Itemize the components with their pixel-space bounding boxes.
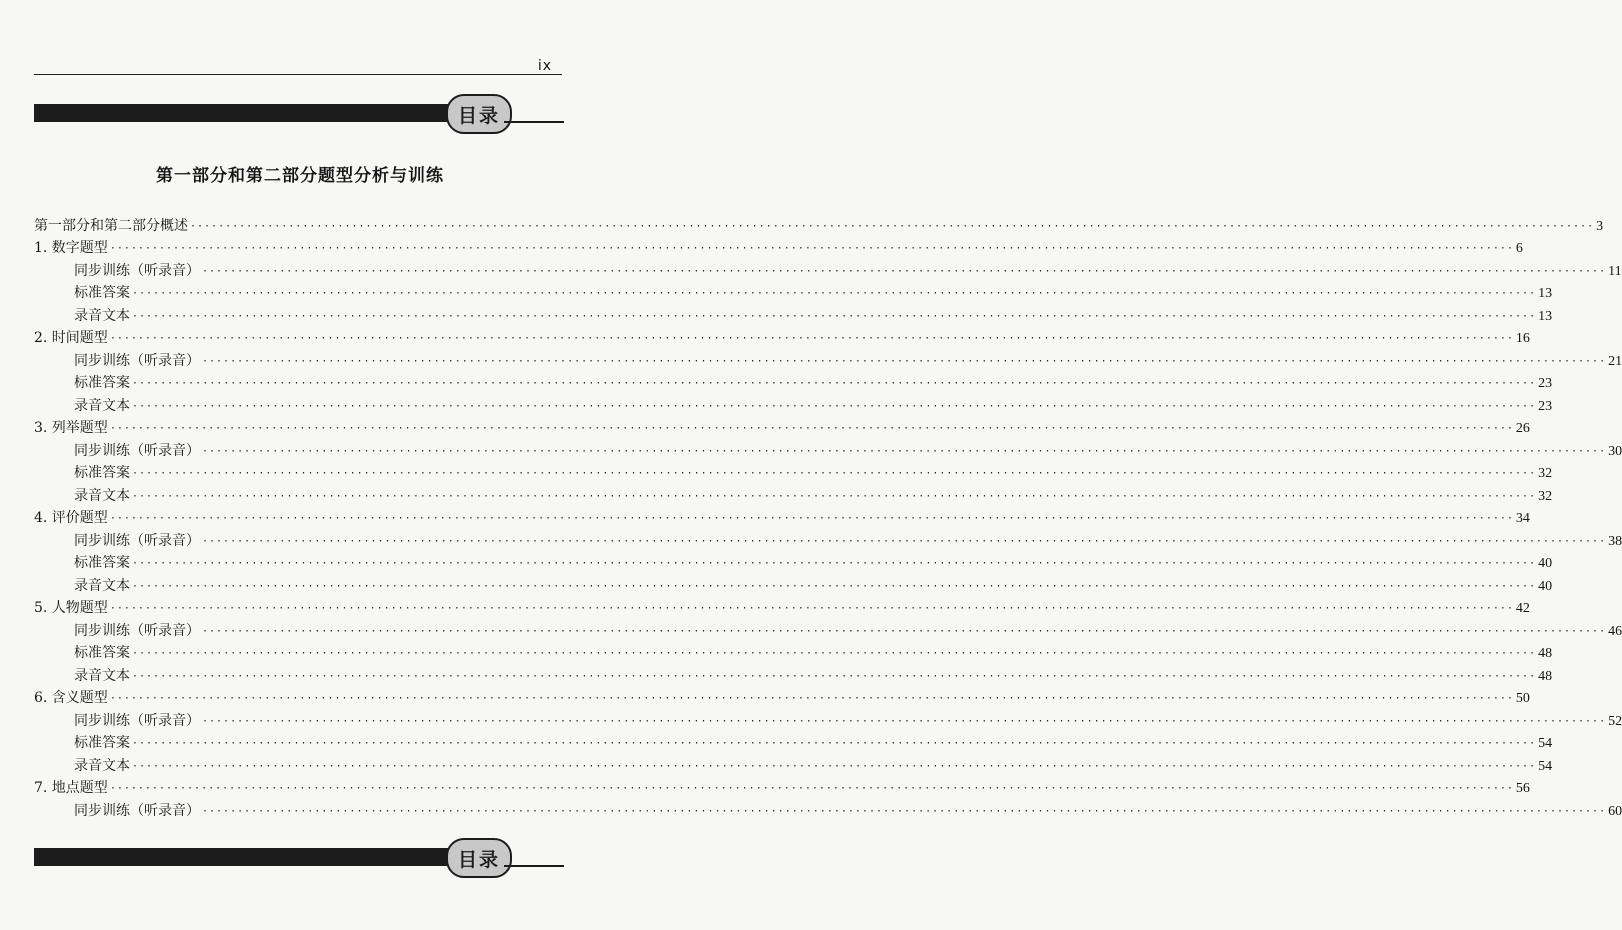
toc-entry[interactable] [34,437,1622,460]
toc-entry-label: 标准答案 [74,645,130,661]
toc-leader-dots: ········································································································································································································ [132,558,1537,569]
toc-entry-label: 标准答案 [74,555,130,571]
toc-leader-dots: ········································································································································································································ [132,400,1537,412]
toc-entry[interactable] [34,775,1530,798]
toc-entry-page: 50 [1515,691,1530,706]
toc-leader-dots: ········································································································································································································ [132,648,1537,659]
toc-entry-page: 54 [1538,736,1553,751]
toc-entry[interactable] [34,235,1523,258]
toc-leader-dots: ········································································································································································································ [202,355,1607,367]
banner-rule [504,121,564,123]
toc-entry[interactable] [34,460,1553,483]
toc-leader-dots: ········································································································································································································ [132,738,1537,749]
toc-entry-page: 23 [1538,398,1553,414]
toc-entry-page: 40 [1538,556,1553,571]
toc-entry[interactable] [34,370,1553,393]
toc-entry-page: 23 [1538,376,1553,391]
toc-entry-page: 3 [1596,218,1604,234]
toc-entry-label: 第一部分和第二部分概述 [34,217,188,234]
toc-entry-page: 30 [1608,443,1622,459]
toc-entry-label: 3. 列举题型 [34,420,108,436]
toc-entry-page: 6 [1515,241,1523,256]
toc-list [34,212,1622,820]
toc-entry-page: 11 [1608,263,1622,279]
section-title: 第一部分和第二部分题型分析与训练 [156,166,444,186]
toc-entry-label: 6. 含义题型 [34,690,108,706]
toc-entry-page: 16 [1515,331,1530,346]
toc-leader-dots: ········································································································································································································ [109,333,1514,344]
toc-entry-label: 同步训练（听录音） [74,622,200,639]
toc-entry[interactable] [34,415,1530,438]
toc-entry-page: 54 [1538,758,1553,774]
toc-entry-page: 13 [1538,286,1553,301]
toc-entry-page: 13 [1538,308,1553,324]
toc-leader-dots: ········································································································································································································ [109,603,1514,614]
toc-entry[interactable] [34,257,1622,280]
toc-entry[interactable] [34,550,1553,573]
toc-leader-dots: ········································································································································································································ [202,715,1607,727]
toc-banner-bottom [34,838,564,876]
toc-entry-label: 同步训练（听录音） [74,262,200,279]
toc-entry-label: 录音文本 [74,397,130,414]
toc-entry-label: 标准答案 [74,375,130,391]
toc-entry[interactable] [34,797,1622,820]
toc-leader-dots: ········································································································································································································ [109,243,1514,254]
toc-leader-dots: ········································································································································································································ [190,220,1595,232]
toc-entry-label: 1. 数字题型 [34,240,108,256]
toc-leader-dots: ········································································································································································································ [202,535,1607,547]
toc-entry[interactable] [34,617,1622,640]
toc-entry-label: 标准答案 [74,285,130,301]
toc-entry[interactable] [34,325,1530,348]
toc-entry[interactable] [34,730,1553,753]
toc-entry[interactable] [34,302,1553,325]
toc-entry-label: 同步训练（听录音） [74,352,200,369]
toc-entry-page: 32 [1538,488,1553,504]
toc-entry-label: 标准答案 [74,465,130,481]
toc-entry-label: 同步训练（听录音） [74,532,200,549]
toc-entry[interactable] [34,752,1553,775]
toc-entry-page: 52 [1608,713,1622,729]
toc-entry[interactable] [34,707,1622,730]
banner-bar [34,848,499,866]
toc-entry-page: 60 [1608,803,1622,819]
toc-entry-page: 48 [1538,668,1553,684]
toc-entry-label: 同步训练（听录音） [74,442,200,459]
toc-leader-dots: ········································································································································································································ [132,288,1537,299]
toc-entry-label: 录音文本 [74,307,130,324]
toc-leader-dots: ········································································································································································································ [132,490,1537,502]
toc-leader-dots: ········································································································································································································ [132,468,1537,479]
toc-leader-dots: ········································································································································································································ [132,760,1537,772]
toc-entry-page: 48 [1538,646,1553,661]
toc-leader-dots: ········································································································································································································ [109,783,1514,794]
toc-leader-dots: ········································································································································································································ [132,580,1537,592]
toc-entry-page: 38 [1608,533,1622,549]
toc-leader-dots: ········································································································································································································ [109,693,1514,704]
toc-entry-page: 46 [1608,623,1622,639]
toc-entry-page: 40 [1538,578,1553,594]
toc-entry[interactable] [34,347,1622,370]
toc-leader-dots: ········································································································································································································ [202,265,1607,277]
toc-entry-page: 42 [1515,601,1530,616]
toc-entry-page: 21 [1608,353,1622,369]
toc-entry-label: 录音文本 [74,667,130,684]
toc-entry-page: 32 [1538,466,1553,481]
toc-entry-page: 34 [1515,511,1530,526]
toc-leader-dots: ········································································································································································································ [202,625,1607,637]
toc-entry[interactable] [34,482,1553,505]
toc-entry-label: 录音文本 [74,577,130,594]
toc-entry-page: 56 [1515,781,1530,796]
toc-entry-label: 5. 人物题型 [34,600,108,616]
toc-entry[interactable] [34,595,1530,618]
toc-entry[interactable] [34,662,1553,685]
toc-entry-label: 录音文本 [74,487,130,504]
banner-badge: 目录 [446,838,512,878]
toc-leader-dots: ········································································································································································································ [202,445,1607,457]
toc-banner-top [34,94,564,132]
toc-entry[interactable] [34,640,1553,663]
toc-leader-dots: ········································································································································································································ [109,513,1514,524]
header-rule [34,74,562,75]
toc-entry[interactable] [34,280,1553,303]
toc-entry[interactable] [34,572,1553,595]
banner-badge: 目录 [446,94,512,134]
toc-entry[interactable] [34,392,1553,415]
toc-entry-label: 录音文本 [74,757,130,774]
toc-leader-dots: ········································································································································································································ [132,670,1537,682]
toc-entry[interactable] [34,527,1622,550]
toc-entry-page: 26 [1515,421,1530,436]
toc-entry-label: 4. 评价题型 [34,510,108,526]
toc-leader-dots: ········································································································································································································ [109,423,1514,434]
banner-rule [504,865,564,867]
toc-leader-dots: ········································································································································································································ [132,310,1537,322]
toc-entry[interactable] [34,685,1530,708]
toc-entry[interactable] [34,212,1604,235]
toc-entry-label: 2. 时间题型 [34,330,108,346]
banner-bar [34,104,499,122]
toc-entry-label: 标准答案 [74,735,130,751]
toc-entry-label: 7. 地点题型 [34,780,108,796]
toc-entry-label: 同步训练（听录音） [74,712,200,729]
toc-entry-label: 同步训练（听录音） [74,802,200,819]
toc-leader-dots: ········································································································································································································ [202,805,1607,817]
toc-leader-dots: ········································································································································································································ [132,378,1537,389]
toc-entry[interactable] [34,505,1530,528]
page-number: ix [537,58,552,74]
